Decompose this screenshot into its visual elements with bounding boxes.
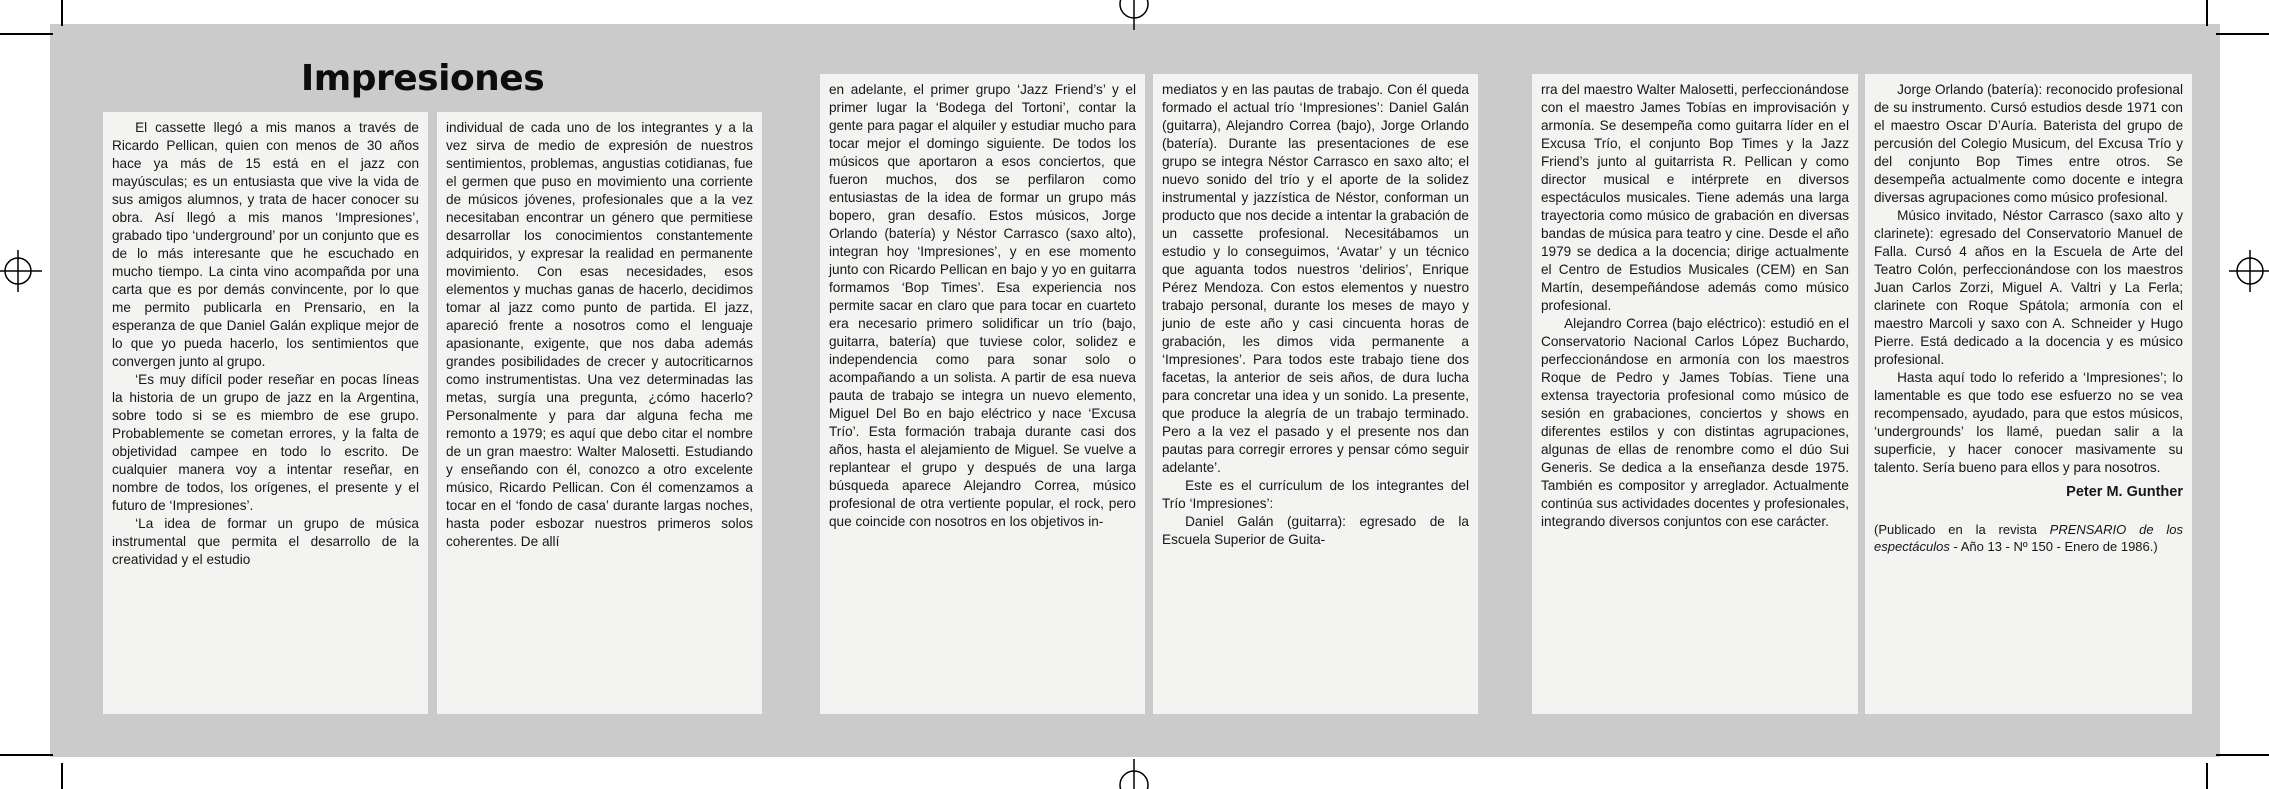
crop-mark-top-left-horizontal <box>0 33 53 35</box>
registration-mark-bottom-center <box>1114 757 1154 789</box>
crop-mark-bottom-right-horizontal <box>2216 754 2269 756</box>
crop-mark-bottom-right-vertical <box>2206 763 2208 789</box>
paragraph: Jorge Orlando (batería): reconocido profesional de su instrumento. Cursó estudios desde 1971 con el maestro Oscar D’Auría. Baterista del grupo de percusión del Colegio Musicum, del Excusa Trío y del conjunto Bop Times entre otros. Se desempeña actualmente como docente e integra diversas agrupaciones como músico profesional. <box>1874 82 2183 205</box>
crop-mark-top-right-horizontal <box>2216 33 2269 35</box>
crop-mark-top-left-vertical <box>61 0 63 26</box>
paragraph: mediatos y en las pautas de trabajo. Con él queda formado el actual trío ‘Impresiones’: Daniel Galán (guitarra), Alejandro Correa (bajo), Jorge Orlando (batería). Durante las presentaciones de ese grupo se integra Néstor Carrasco en saxo alto; el nuevo sonido del trío y el aporte de la solidez instrumental y jazzística de Néstor, conforman un producto que nos decide a intentar la grabación de un cassette profesional. Necesitábamos un estudio y lo conseguimos, ‘Avatar’ y un técnico que aguanta todos nuestros ‘delirios’, Enrique Pérez Mendoza. Con estos elementos y nuestro trabajo personal, durante los meses de mayo y junio de este año y casi cincuenta horas de grabación, les dimos vida permanente a ‘Impresiones’. Para todos este trabajo tiene dos facetas, la anterior de seis años, de dura lucha para concretar una idea y un sonido. La presente, que produce la alegría de un trabajo terminado. Pero a la vez el pasado y el presente nos dan pautas para corregir errores y pensar cómo seguir adelante’. <box>1162 82 1469 475</box>
paragraph: Daniel Galán (guitarra): egresado de la Escuela Superior de Guita- <box>1162 514 1469 547</box>
publication-note <box>1874 521 2183 555</box>
publication-note-suffix: - Año 13 - Nº 150 - Enero de 1986.) <box>1949 539 2158 554</box>
paragraph: rra del maestro Walter Malosetti, perfeccionándose con el maestro James Tobías en improvisación y armonía. Se desempeña como guitarra líder en el Excusa Trío, el conjunto Bop Times y la Jazz Friend’s junto al guitarrista R. Pellican y como director musical e intérprete en diversos espectáculos musicales. Tiene además una larga trayectoria como músico de grabación en diversas bandas de música para teatro y cine. Desde el año 1979 se dedica a la docencia; dirige actualmente el Centro de Estudios Musicales (CEM) en San Martín, desempeñándose además como músico profesional. <box>1541 82 1849 313</box>
publication-note-magazine: PRENSARIO de los espectáculos <box>1874 522 2184 554</box>
text-column-4 <box>1153 74 1478 714</box>
registration-mark-left-middle <box>0 250 42 292</box>
text-column-5 <box>1532 74 1858 714</box>
crop-mark-bottom-left-horizontal <box>0 754 53 756</box>
crop-mark-bottom-left-vertical <box>61 763 63 789</box>
paragraph: individual de cada uno de los integrantes y a la vez sirva de medio de expresión de nuestros sentimientos, problemas, angustias cotidianas, fue el germen que puso en movimiento una corriente de músicos jóvenes, profesionales que a la vez necesitaban encontrar un género que permitiese desarrollar los conocimientos constantemente adquiridos, y expresar la realidad en permanente movimiento. Con esas necesidades, esos elementos y muchas ganas de hacerlo, decidimos tomar al jazz como punto de partida. El jazz, apareció frente a nosotros como el lenguaje apasionante, exigente, que nos daba además grandes posibilidades de crecer y autocriticarnos como instrumentistas. Una vez determinadas las metas, surgía una pregunta, ¿cómo hacerlo? Personalmente y para dar alguna fecha me remonto a 1979; es aquí que debo citar el nombre de un gran maestro: Walter Malosetti. Estudiando y enseñando con él, conozco a otro excelente músico, Ricardo Pellican. Con él comenzamos a tocar en el ‘fondo de casa’ durante largas noches, hasta poder esbozar nuestros primeros solos coherentes. De allí <box>446 120 753 549</box>
text-column-3 <box>820 74 1145 714</box>
registration-mark-right-middle <box>2229 250 2269 292</box>
paragraph: Este es el currículum de los integrantes del Trío ‘Impresiones’: <box>1162 478 1469 511</box>
publication-note-prefix: (Publicado en la revista <box>1874 522 2050 537</box>
paragraph: El cassette llegó a mis manos a través de Ricardo Pellican, quien con menos de 30 años hace ya más de 15 está en el jazz con mayúsculas; es un entusiasta que vive la vida de sus amigos alumnos, y trata de hacer conocer su obra. Así llegó a mis manos ‘Impresiones’, grabado tipo ‘underground’ por un conjunto que es de lo más interesante que he escuchado en mucho tiempo. La cinta vino acompañda por una carta que es por demás convincente, por lo que me permito publicarla en Prensario, en la esperanza de que Daniel Galán explique mejor de lo que yo pueda hacerlo, los sentimientos que convergen junto al grupo. <box>112 120 419 369</box>
paragraph: en adelante, el primer grupo ‘Jazz Friend’s’ y el primer lugar la ‘Bodega del Tortoni’, contar la gente para pagar el alquiler y estudiar mucho para tocar mejor el domingo siguiente. De todos los músicos que aportaron a esos conciertos, que fueron muchos, dos se perfilaron como entusiastas de la idea de formar un grupo más bopero, gran desafío. Estos músicos, Jorge Orlando (batería) y Néstor Carrasco (saxo alto), integran hoy ‘Impresiones’, y en ese momento junto con Ricardo Pellican en bajo y yo en guitarra formamos ‘Bop Times’. Esa experiencia nos permite sacar en claro que para tocar en cuarteto era necesario primero solidificar un trío (bajo, guitarra, batería) que tuviese color, solidez e independencia como para sonar solo o acompañando a un solista. A partir de esa nueva pauta de trabajo se integra un nuevo elemento, Miguel Del Bo en bajo eléctrico y nace ‘Excusa Trío’. Esta formación trabaja durante casi dos años, hasta el alejamiento de Miguel. Se vuelve a replantear el grupo y después de una larga búsqueda aparece Alejandro Correa, músico profesional de otra vertiente popular, el rock, pero que coincide con nosotros en los objetivos in- <box>829 82 1136 529</box>
author-byline: Peter M. Gunther <box>2066 484 2183 500</box>
paragraph: Músico invitado, Néstor Carrasco (saxo alto y clarinete): egresado del Conservatorio Manuel de Falla. Cursó 4 años en la Escuela de Arte del Teatro Colón, perfeccionándose con los maestros Juan Carlos Zorzi, Miguel A. Valtri y La Ferla; clarinete con Roque Spátola; armonía con el maestro Marcoli y saxo con A. Schneider y Hugo Pierre. Está dedicado a la docencia y es músico profesional. <box>1874 208 2183 367</box>
article-title: Impresiones <box>300 58 545 99</box>
crop-mark-top-right-vertical <box>2206 0 2208 26</box>
paragraph: Alejandro Correa (bajo eléctrico): estudió en el Conservatorio Nacional Carlos López Buchardo, perfeccionándose en armonía con los maestros Roque de Pedro y James Tobías. Tiene una extensa trayectoria profesional como músico de sesión en grabaciones, conciertos y shows en diferentes estilos y con distintas agrupaciones, algunas de ellas de renombre como el dúo Sui Generis. Se dedica a la enseñanza desde 1975. También es compositor y arreglador. Actualmente continúa sus actividades docentes y profesionales, integrando diversos conjuntos con ese carácter. <box>1541 316 1849 529</box>
paragraph: ‘La idea de formar un grupo de música instrumental que permita el desarrollo de la creatividad y el estudio <box>112 516 419 567</box>
text-column-1 <box>103 112 428 714</box>
paragraph: Hasta aquí todo lo referido a ‘Impresiones’; lo lamentable es que todo ese esfuerzo no se vea recompensado, ayudado, para que estos músicos, ‘undergrounds’ los llamé, puedan salir a la superficie, y hacer conocer masivamente su talento. Sería bueno para ellos y para nosotros. <box>1874 370 2183 475</box>
paragraph: ‘Es muy difícil poder reseñar en pocas líneas la historia de un grupo de jazz en la Argentina, sobre todo si se es miembro de ese grupo. Probablemente se cometan errores, y la falta de objetividad campee en todo lo escrito. De cualquier manera voy a intentar reseñar, en nombre de todos, los orígenes, el presente y el futuro de ‘Impresiones’. <box>112 372 419 513</box>
registration-mark-top-center <box>1114 0 1154 32</box>
scanned-sheet <box>50 24 2220 757</box>
text-column-2 <box>437 112 762 714</box>
text-column-6 <box>1865 74 2192 714</box>
